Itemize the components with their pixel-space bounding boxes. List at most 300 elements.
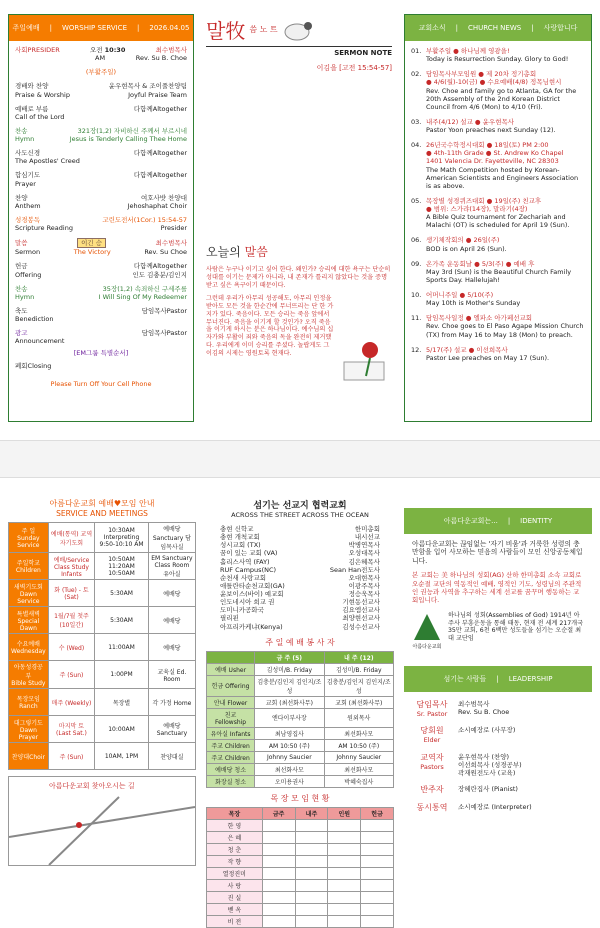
duty-cell: 최선화사모 <box>324 727 393 739</box>
service-name-ko: 특별새벽 <box>16 610 40 618</box>
service-row <box>9 634 196 661</box>
ranch-row <box>207 903 394 915</box>
sermon-label: 말씀 <box>15 239 28 248</box>
mission-partner: 기현동선교사 <box>342 598 380 607</box>
identity-paragraph-3: 하나님의 성회(Assemblies of God) 1914년 아주사 부흥운동을 통해 태동, 현재 전 세계 217개국 35만 교회, 6천 6백만 성도들을 섬기는 오순절 최대 교단임 <box>448 611 584 643</box>
duty-cell: 엔다이부사장 <box>255 708 324 727</box>
news-number: 12. <box>411 345 422 354</box>
sermon-note-brand <box>206 14 392 44</box>
ranch-empty-cell <box>361 819 394 831</box>
ranch-row <box>207 867 394 879</box>
ranch-empty-cell <box>295 831 328 843</box>
missions-title-en: ACROSS THE STREET ACROSS THE OCEAN <box>231 511 369 519</box>
duty-cell: Johnny Saucier <box>255 751 324 763</box>
duty-cell: 최선화사모 <box>255 763 324 775</box>
service-where: 각 가정 Home <box>148 689 195 716</box>
mission-church: 윤보이스(바이) 예교회 <box>220 590 284 598</box>
duty-cell: 박혜숙집사 <box>324 775 393 787</box>
news-text-en: Pastor Lee preaches on May 17 (Sun). <box>426 353 550 362</box>
service-time: 5:30AM <box>95 580 149 607</box>
ranch-name: 사 랑 <box>207 879 263 891</box>
mission-church: 인도네시아 희교 권 <box>220 598 275 607</box>
prayer-label-en: Prayer <box>15 179 36 188</box>
mission-partner: Sean Han전도사 <box>329 565 380 574</box>
news-number: 03. <box>411 117 422 126</box>
news-title-ko: 담임목사부모임원 ● 제 20차 정기총회 <box>426 70 537 79</box>
news-header-en: CHURCH NEWS <box>468 24 522 32</box>
service-when: 마지막 토 (Last Sat.) <box>48 716 94 743</box>
ranch-row <box>207 843 394 855</box>
service-time: 11:00AM <box>95 634 149 661</box>
news-body <box>426 197 585 230</box>
service-name <box>9 689 49 716</box>
news-body <box>426 118 556 134</box>
news-text-en: May 3rd (Sun) is the Beautiful Church Family Sports Day. Hallelujah! <box>426 267 572 284</box>
service-row <box>9 580 196 607</box>
sermon-title-ko: 이긴 승 <box>77 238 106 248</box>
praise-team-ko: 윤우현목사 & 조이풀찬양팀 <box>108 82 187 91</box>
news-text-en: A Bible Quiz tournament for Zechariah and Malachi (OT) is scheduled for April 19 (Sun). <box>426 213 570 230</box>
news-item <box>411 141 585 190</box>
service-when: 주 (Sun) <box>48 743 94 770</box>
news-number: 04. <box>411 141 422 150</box>
news-number: 09. <box>411 259 422 268</box>
ranch-header-cell: 금주 <box>262 807 295 819</box>
news-title-ko: 5/17(주) 설교 ● 이선희목사 <box>426 345 508 354</box>
hymn1-label: 찬송 <box>15 126 28 135</box>
sermon-paragraph-1: 사람은 누구나 이기고 싶어 한다. 왜인가? 승리에 대한 욕구는 단순히 성대를 이기는 문제가 아니라, 내 존재가 틀리지 않았다는 것을 증명 받고 싶은 욕구이기 때문이다. <box>206 266 391 289</box>
duty-row <box>207 696 394 708</box>
ranch-empty-cell <box>295 819 328 831</box>
today-word: 말씀 <box>244 245 268 259</box>
missions-list <box>206 525 394 631</box>
announce-label: 광고 <box>15 329 28 338</box>
sermon-ref: 이김을 [고전 15:54-57] <box>316 64 392 72</box>
ranch-empty-cell <box>328 867 361 879</box>
news-header-ko: 교회소식 <box>418 24 446 32</box>
service-row <box>9 553 196 580</box>
identity-header-ko: 아름다운교회는... <box>443 517 498 525</box>
ranch-header-cell: 목장 <box>207 807 263 819</box>
sermon-note-title: SERMON NOTE <box>206 46 392 57</box>
service-name <box>9 553 49 580</box>
em-special: [EM그룹 특별순서] <box>73 349 129 358</box>
duty-header-cell <box>207 651 255 663</box>
closing-label: 폐회Closing <box>15 361 52 370</box>
news-text-en: Rev. Choe goes to El Paso Agape Mission Church (TX) from May 16 to May 18 (Mon) to preach. <box>426 322 584 339</box>
mission-church: 충현 개척교회 <box>220 533 260 542</box>
service-name-ko: 주 일 <box>21 528 36 535</box>
ranch-empty-cell <box>328 843 361 855</box>
news-detail-ko: ● 4/6(월)-10(금) ● 수요예배(4/8) 정목님현시 <box>426 78 562 87</box>
ranch-empty-cell <box>328 903 361 915</box>
service-where: 예배당 Sanctuary <box>148 716 195 743</box>
mission-partner: 내시선교 <box>354 533 380 542</box>
leadership-header-en: LEADERSHIP <box>508 675 553 684</box>
mission-partner: 오성대목사 <box>348 549 380 558</box>
presider-am-ko: 오전 <box>90 46 103 54</box>
leader-role <box>414 700 450 718</box>
duty-title: 주 일 예 배 봉 사 자 <box>265 637 335 647</box>
duty-row <box>207 663 394 675</box>
leader-row <box>414 753 582 777</box>
duty-cell: AM 10:50 (주) <box>324 739 393 751</box>
leader-row <box>414 726 582 744</box>
praise-label-en: Praise & Worship <box>15 90 70 99</box>
ranch-name: 한 영 <box>207 819 263 831</box>
ranch-name: 벧 옥 <box>207 903 263 915</box>
news-text-en: Today is Resurrection Sunday. Glory to God! <box>426 55 569 64</box>
services-panel <box>8 498 196 918</box>
bible-rose-icon <box>340 332 388 386</box>
directions-map <box>8 776 196 866</box>
leadership-list <box>404 692 592 829</box>
news-title-ko: 온가족 운동회날 ● 5/3(주) ● 예배 후 <box>426 259 535 268</box>
anthem-label: 찬양 <box>15 193 28 202</box>
leader-names <box>458 803 532 813</box>
news-item <box>411 197 585 230</box>
duty-cell: 안내 Flower <box>207 696 255 708</box>
service-name-en: Bible Study <box>11 680 46 687</box>
ranch-empty-cell <box>361 903 394 915</box>
hymn2-number: 35장(1,2) 속죄하신 구세주를 <box>102 284 187 293</box>
news-detail-ko: 1401 Valencia Dr. Fayetteville, NC 28303 <box>426 157 559 166</box>
announce-label-en: Announcement <box>15 337 65 346</box>
ranch-empty-cell <box>262 867 295 879</box>
duty-cell: 친교 Fellowship <box>207 708 255 727</box>
service-name-en: Dawn Service <box>17 590 40 605</box>
hymn2-label-en: Hymn <box>15 292 35 301</box>
service-name-ko: 새벽기도회 <box>13 583 43 591</box>
praise-label: 경배와 찬양 <box>15 82 49 91</box>
duty-cell: 화장실 청소 <box>207 775 255 787</box>
announce-who: 담임목사Pastor <box>141 329 187 338</box>
leader-name: 이선희목사 (성경공부) <box>458 760 522 769</box>
creed-label: 사도신경 <box>15 149 41 158</box>
service-name-en: Special Dawn <box>17 617 40 632</box>
news-body <box>426 291 520 307</box>
creed-who: 다함께Altogether <box>133 149 187 158</box>
duty-row <box>207 751 394 763</box>
church-logo <box>412 612 442 650</box>
ranch-empty-cell <box>328 879 361 891</box>
leader-role <box>414 726 450 744</box>
duty-table <box>206 651 394 788</box>
ranch-empty-cell <box>328 855 361 867</box>
sermon-note-panel <box>206 14 392 422</box>
service-row <box>9 661 196 689</box>
ranch-empty-cell <box>262 819 295 831</box>
ranch-row <box>207 879 394 891</box>
ranch-title: 목 장 모 임 현 황 <box>270 793 330 803</box>
mission-partner: 오대현목사 <box>348 573 380 582</box>
leader-names <box>458 700 509 718</box>
hymn1-number: 321장(1,2) 자비하신 주께서 부르시네 <box>77 126 187 135</box>
church-logo-icon <box>412 612 442 642</box>
bulletin-front <box>0 0 600 440</box>
hymn1-title: Jesus is Tenderly Calling Thee Home <box>69 135 187 143</box>
sermon-who-ko: 최수범목사 <box>155 239 187 248</box>
service-time: 10AM, 1PM <box>95 743 149 770</box>
leader-names <box>458 726 515 744</box>
ranch-row <box>207 855 394 867</box>
services-title-en: SERVICE AND MEETINGS <box>56 509 148 518</box>
offering-who: 다함께Altogether <box>133 262 187 271</box>
ranch-empty-cell <box>262 843 295 855</box>
ranch-empty-cell <box>262 831 295 843</box>
news-title-ko: 목장별 성경퀴즈대회 ● 19일(주) 친교후 <box>426 196 542 205</box>
benediction-label: 축도 <box>15 306 28 315</box>
duty-row <box>207 675 394 696</box>
duty-cell: 김충분/김인지 김인지/조성 <box>255 675 324 696</box>
service-time: 10:30AM Interpreting 9:50-10:10 AM <box>95 523 149 553</box>
ranch-row <box>207 831 394 843</box>
news-title-ko: 내주(4/12) 설교 ● 윤우현목사 <box>426 117 515 126</box>
duty-cell: 원외목사 <box>324 708 393 727</box>
mission-partner: 김성수선교사 <box>342 622 380 631</box>
news-text-en: Rev. Choe and family go to Atlanta, GA for the 20th Assembly of the 2nd Korean District Council from 4/6 (Mon) to 4/10 (Fri). <box>426 86 577 111</box>
news-item <box>411 314 585 338</box>
services-title-ko: 아름다운교회 예배♥모임 안내 <box>49 499 155 508</box>
call-label-en: Call of the Lord <box>15 112 65 121</box>
presider-label: 사회PRESIDER <box>15 46 60 54</box>
benediction-who: 담임목사Pastor <box>141 306 187 315</box>
news-body <box>426 47 568 63</box>
ranch-empty-cell <box>328 819 361 831</box>
news-list <box>405 41 591 375</box>
missions-title-ko: 섬기는 선교지 협력교회 <box>253 501 347 511</box>
duty-cell: 헌금 Offering <box>207 675 255 696</box>
sermon-label-en: Sermon <box>15 248 41 257</box>
leader-row <box>414 700 582 718</box>
presider-am: AM <box>95 54 106 63</box>
ranch-empty-cell <box>295 843 328 855</box>
cellphone-notice: Please Turn Off Your Cell Phone <box>50 379 152 388</box>
page-gap <box>0 440 600 478</box>
service-name <box>9 743 49 770</box>
news-text-en: Pastor Yoon preaches next Sunday (12). <box>426 126 556 134</box>
ranch-empty-cell <box>262 891 295 903</box>
duty-cell: AM 10:50 (주) <box>255 739 324 751</box>
news-text-en: BOD is on April 26 (Sun). <box>426 244 507 253</box>
leader-role-ko: 담임목사 <box>416 700 448 710</box>
anthem-who: Jehoshaphat Choir <box>127 201 187 210</box>
news-body <box>426 346 549 362</box>
scripture-label-en: Scripture Reading <box>15 224 73 232</box>
worship-order-panel <box>8 14 194 422</box>
identity-header: 아름다운교회는... | IDENTITY <box>404 508 592 534</box>
offering-label: 헌금 <box>15 262 28 271</box>
prayer-label: 합심기도 <box>15 171 41 180</box>
ranch-row <box>207 915 394 927</box>
service-name <box>9 634 49 661</box>
news-item <box>411 346 585 362</box>
service-row <box>9 607 196 634</box>
service-name <box>9 580 49 607</box>
mission-church: 성시교회 (TX) <box>220 541 261 550</box>
service-name <box>9 523 49 553</box>
ranch-empty-cell <box>295 855 328 867</box>
ranch-header-cell: 헌금 <box>361 807 394 819</box>
mission-church: 애틀란타순천교회(GA) <box>220 581 285 590</box>
mission-partner: 최양현선교사 <box>342 614 380 623</box>
ranch-empty-cell <box>361 915 394 927</box>
brand-title: 말牧 <box>206 18 246 43</box>
prayer-who: 다함께Altogether <box>133 171 187 180</box>
leader-row <box>414 803 582 813</box>
leadership-header-ko: 섬기는 사람들 <box>443 675 487 684</box>
service-row <box>9 689 196 716</box>
news-title-ko: 담임목사일정 ● 엘파소 아가페선교회 <box>426 314 533 323</box>
service-name-ko: 아동성경공부 <box>13 664 43 680</box>
service-when: 1월/7월 첫주 (10일간) <box>48 607 94 634</box>
ranch-empty-cell <box>361 831 394 843</box>
duty-row <box>207 775 394 787</box>
offering-leaders: 인도 김충분/김인지 <box>132 270 187 279</box>
ranch-empty-cell <box>361 879 394 891</box>
ranch-empty-cell <box>328 831 361 843</box>
ranch-empty-cell <box>328 915 361 927</box>
leadership-header: 섬기는 사람들 | LEADERSHIP <box>404 666 592 692</box>
duty-header-cell: 내 주 (12) <box>324 651 393 663</box>
identity-panel <box>404 508 592 918</box>
news-item <box>411 291 585 307</box>
ranch-empty-cell <box>262 879 295 891</box>
service-time: 1:00PM <box>95 661 149 689</box>
leader-row <box>414 785 582 795</box>
leader-name: 장혜란집사 (Pianist) <box>458 784 518 793</box>
hymn1-label-en: Hymn <box>15 135 35 143</box>
duty-row <box>207 708 394 727</box>
mission-partner: 김은혜목사 <box>348 557 380 566</box>
missions-panel <box>206 498 394 926</box>
service-where: 예배당 <box>148 580 195 607</box>
worship-header-en: WORSHIP SERVICE <box>61 24 127 32</box>
mission-partner: 이광주목사 <box>348 581 380 590</box>
service-name-ko: 목장모임 <box>16 696 40 703</box>
creed-label-en: The Apostles' Creed <box>15 157 80 166</box>
news-item <box>411 47 585 63</box>
news-body <box>426 141 585 190</box>
ranch-empty-cell <box>262 855 295 867</box>
bulletin-back <box>0 478 600 926</box>
duty-cell: 김성미/B. Friday <box>324 663 393 675</box>
ranch-name: 진 실 <box>207 891 263 903</box>
service-time: 목장별 <box>95 689 149 716</box>
ranch-empty-cell <box>295 867 328 879</box>
duty-cell: 김성미/B. Friday <box>255 663 324 675</box>
leader-name: 소시예장로 (Interpreter) <box>458 802 532 811</box>
news-text-en: May 10th is Mother's Sunday <box>426 299 521 308</box>
identity-header-en: IDENTITY <box>520 517 553 525</box>
service-row <box>9 716 196 743</box>
scripture-ref: 고린도전서(1Cor.) 15:54-57 <box>102 215 187 224</box>
service-when: 화 (Tue) - 토 (Sat) <box>48 580 94 607</box>
brand-sub: 씀 노 트 <box>249 24 278 34</box>
news-item <box>411 236 585 252</box>
leader-name: 최수범목사 <box>458 700 490 709</box>
leader-role <box>414 803 450 813</box>
service-row <box>9 743 196 770</box>
service-name-ko: 수요예배 <box>16 641 40 648</box>
leader-names <box>458 753 522 777</box>
resurrection-label: (부활주일) <box>85 68 117 77</box>
sermon-title: The Victory <box>73 248 111 257</box>
services-table <box>8 522 196 770</box>
duty-cell: 예배당 청소 <box>207 763 255 775</box>
ranch-empty-cell <box>361 855 394 867</box>
presider-time: 10:30 <box>104 46 126 54</box>
ranch-name: 비 전 <box>207 915 263 927</box>
presider-row <box>15 46 187 54</box>
service-where: 예배당 <box>148 634 195 661</box>
ranch-name: 청 춘 <box>207 843 263 855</box>
church-news-panel <box>404 14 592 422</box>
missions-right-column <box>330 525 380 631</box>
sermon-paragraph-2: 그런데 우리가 아무리 성공해도, 아무리 인정을 받아도 모든 것을 한순간에 무너뜨리는 단 한 가지가 있다. 죽음이다. 모든 승리는 죽음 앞에서 무너진다. 죽음을 이기게 할 것인가? 오직 죽음을 이기게 하시는 분은 하나님이다. 예수님의 십자가와 부활이 죄와 죽음의 독을 완전히 제거했다. 우리에게 이미 승리를 주셨다. 놀랍게도 그 이김의 시제는 영원토록 현재다. <box>206 295 334 357</box>
ranch-empty-cell <box>295 915 328 927</box>
news-header-thanks: 사랑합니다 <box>543 24 578 32</box>
service-where: 찬양대실 <box>148 743 195 770</box>
duty-cell: 예배 Usher <box>207 663 255 675</box>
today-label: 오늘의 <box>206 245 241 259</box>
sermon-who: Rev. Su Choe <box>144 248 187 257</box>
ranch-empty-cell <box>361 891 394 903</box>
leader-role <box>414 753 450 777</box>
service-name <box>9 716 49 743</box>
duty-cell: 교회 (최선화사무) <box>324 696 393 708</box>
ranch-empty-cell <box>262 915 295 927</box>
duty-cell: 유아실 Infants <box>207 727 255 739</box>
ranch-header-cell: 내주 <box>295 807 328 819</box>
mission-partner: 정승욱목사 <box>348 590 380 598</box>
scripture-label: 성경봉독 <box>15 215 41 224</box>
ranch-empty-cell <box>295 879 328 891</box>
mission-partner: 김요엠선교사 <box>342 606 380 615</box>
mission-church: 꿈이 있는 교회 (VA) <box>220 549 278 558</box>
news-detail-ko: ● 4th-11th Grade ● St. Andrew Ko Chapel <box>426 149 564 158</box>
praise-team: Joyful Praise Team <box>128 90 187 99</box>
service-time: 10:50AM 11:20AM 10:50AM <box>95 553 149 580</box>
ranch-row <box>207 891 394 903</box>
duty-cell: 최남영집사 <box>255 727 324 739</box>
service-name-en: Dawn Prayer <box>18 726 39 741</box>
news-body <box>426 70 585 111</box>
leader-name: 윤우현목사 (찬양) <box>458 752 510 761</box>
hymn2-title: I Will Sing Of My Redeemer <box>98 292 187 301</box>
leader-role-ko: 반주자 <box>420 784 444 794</box>
duty-row <box>207 763 394 775</box>
ranch-header-cell: 인원 <box>328 807 361 819</box>
ranch-name: 열정진미 <box>207 867 263 879</box>
ranch-empty-cell <box>295 891 328 903</box>
news-detail-ko: ● 범위: 스가랴(14장), 말라기(4장) <box>426 205 528 213</box>
service-when: 매주 (Weekly) <box>48 689 94 716</box>
mission-church: 홀리스사역 (FAY) <box>220 557 270 566</box>
news-body <box>426 314 585 338</box>
mission-partner: 한미총회 <box>354 525 380 533</box>
service-name-ko: 주일학교 <box>16 560 40 567</box>
mission-church: 필리핀 <box>220 614 239 623</box>
service-where: 예배당 Sanctuary 담임목사실 <box>148 523 195 553</box>
service-when: 주 (Sun) <box>48 661 94 689</box>
service-where: 교육실 Ed. Room <box>148 661 195 689</box>
leader-role-en: Sr. Pastor <box>416 710 448 719</box>
duty-cell: 김충분/김인지 김인지/조성 <box>324 675 393 696</box>
news-number: 06. <box>411 236 422 245</box>
mission-church: 순천새 사랑교회 <box>220 573 267 582</box>
duty-cell: 교회 (최선화사무) <box>255 696 324 708</box>
